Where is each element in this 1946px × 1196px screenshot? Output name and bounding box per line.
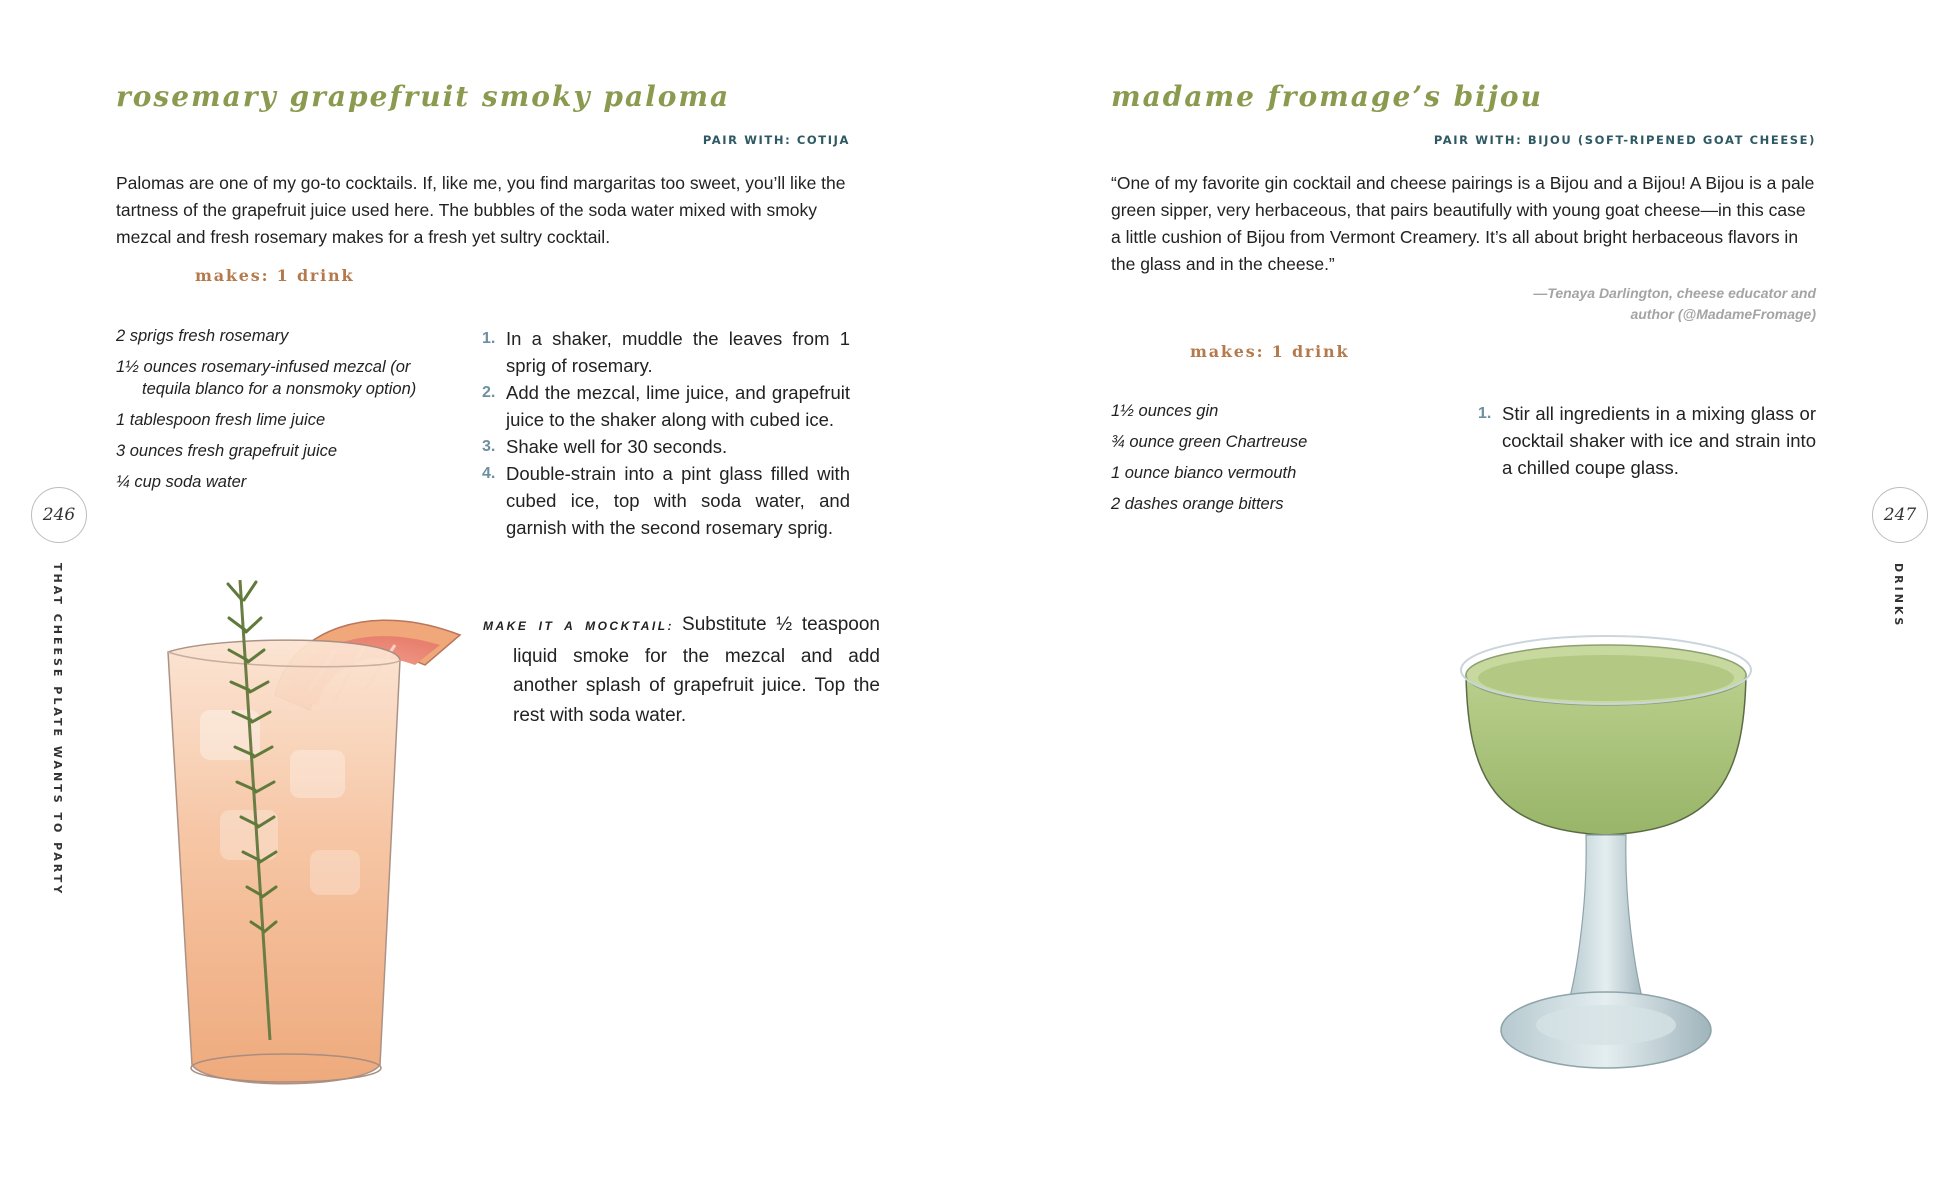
step-number: 1. [482, 330, 496, 347]
step-item [1478, 400, 1816, 481]
step-text: Shake well for 30 seconds. [506, 436, 728, 457]
step-number: 1. [1478, 405, 1492, 422]
ingredients-list [116, 325, 436, 502]
ingredients-list [1111, 400, 1441, 524]
method-steps [1478, 400, 1816, 481]
right-page [973, 0, 1946, 1196]
ingredient-item: 1 ounce bianco vermouth [1111, 464, 1297, 482]
paloma-glass-illustration [160, 570, 470, 1095]
quote-attribution [1273, 283, 1816, 325]
recipe-intro: Palomas are one of my go-to cocktails. If, like me, you find margaritas too sweet, you’ll like the tartness of the grapefruit juice used here. The bubbles of the soda water mixed with smoky mezcal and fresh rosemary makes for a fresh yet sultry cocktail. [116, 173, 846, 247]
ingredient-item: 2 dashes orange bitters [1111, 495, 1284, 513]
running-head: DRINKS [1892, 563, 1905, 629]
page-number: 246 [31, 487, 87, 543]
step-number: 2. [482, 384, 496, 401]
recipe-title: rosemary grapefruit smoky paloma [116, 80, 731, 113]
coupe-stem [1566, 835, 1646, 1010]
page-number: 247 [1872, 487, 1928, 543]
running-head: THAT CHEESE PLATE WANTS TO PARTY [51, 563, 64, 897]
pair-with-label: PAIR WITH: BIJOU (SOFT-RIPENED GOAT CHEESE) [1433, 133, 1816, 147]
step-text: Stir all ingredients in a mixing glass or cocktail shaker with ice and strain into a chilled coupe glass. [1502, 403, 1816, 478]
makes-label: makes: 1 drink [1190, 342, 1350, 361]
step-item [482, 325, 850, 379]
recipe-intro: “One of my favorite gin cocktail and cheese pairings is a Bijou and a Bijou! A Bijou is a pale green sipper, very herbaceous, that pairs beautifully with young goat cheese—in this case a little cushion of Bijou from Vermont Creamery. It’s all about bright herbaceous flavors in the glass and in the cheese.” [1111, 173, 1815, 274]
attribution-line: author (@MadameFromage) [1630, 306, 1816, 322]
mocktail-note [483, 610, 880, 730]
recipe-title: madame fromage’s bijou [1111, 80, 1543, 113]
makes-label: makes: 1 drink [195, 266, 355, 285]
ingredient-item: ¾ ounce green Chartreuse [1111, 433, 1308, 451]
attribution-line: —Tenaya Darlington, cheese educator and [1533, 285, 1816, 301]
ingredient-item: 1½ ounces gin [1111, 402, 1219, 420]
step-item [482, 433, 850, 460]
mocktail-text: Substitute ½ teaspoon liquid smoke for the mezcal and add another splash of grapefruit juice. Top the rest with soda water. [513, 614, 880, 726]
ingredient-item: 1½ ounces rosemary-infused mezcal (or tequila blanco for a nonsmoky option) [116, 358, 417, 398]
ingredient-item: 1 tablespoon fresh lime juice [116, 411, 326, 429]
method-steps [482, 325, 850, 541]
mocktail-label: MAKE IT A MOCKTAIL: [483, 619, 675, 633]
ingredient-item: ¼ cup soda water [116, 473, 247, 491]
glass-body [168, 640, 400, 1084]
step-number: 3. [482, 438, 496, 455]
step-item [482, 460, 850, 541]
step-number: 4. [482, 465, 496, 482]
pair-with-label: PAIR WITH: COTIJA [702, 133, 850, 147]
step-text: Add the mezcal, lime juice, and grapefruit juice to the shaker along with cubed ice. [506, 382, 850, 430]
ingredient-item: 3 ounces fresh grapefruit juice [116, 442, 338, 460]
bijou-coupe-illustration [1456, 630, 1756, 1090]
step-text: Double-strain into a pint glass filled with cubed ice, top with soda water, and garnish with the second rosemary sprig. [506, 463, 850, 538]
ingredient-item: 2 sprigs fresh rosemary [116, 327, 289, 345]
step-text: In a shaker, muddle the leaves from 1 sprig of rosemary. [506, 328, 850, 376]
step-item [482, 379, 850, 433]
